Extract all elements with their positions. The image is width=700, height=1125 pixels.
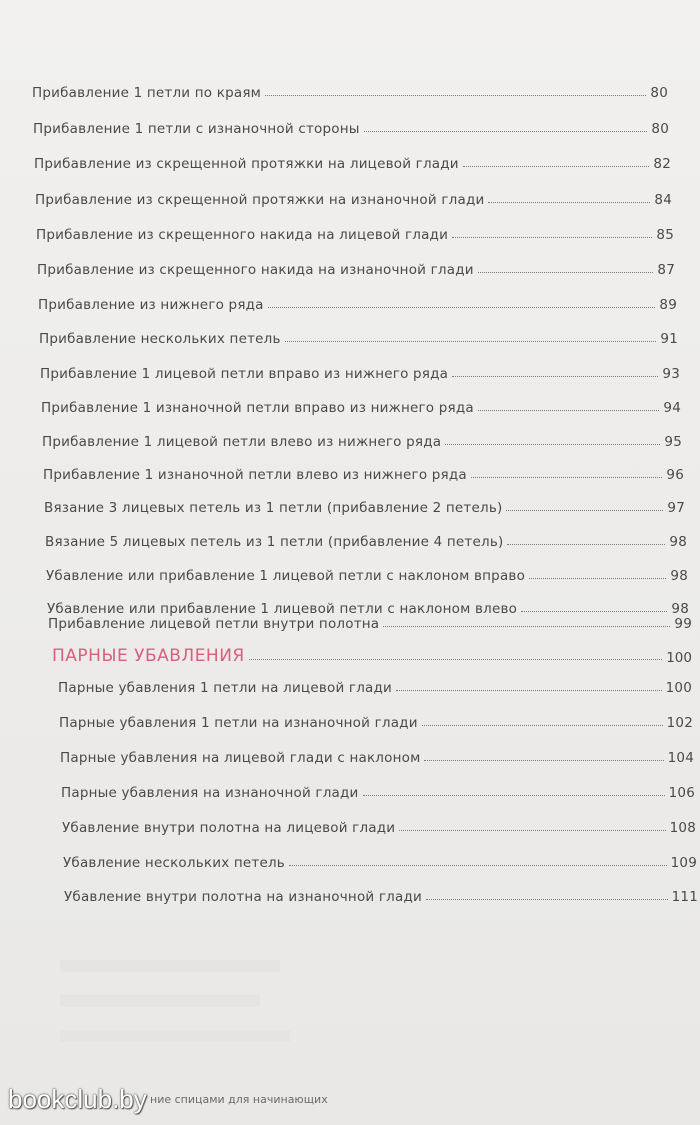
toc-entry — [34, 148, 671, 172]
toc-entry-title: Прибавление 1 лицевой петли влево из нижнего ряда — [42, 434, 442, 450]
toc-entry-title: Прибавление из скрещенного накида на изнаночной глади — [37, 262, 474, 278]
toc-entry-title: Убавление или прибавление 1 лицевой петли с наклоном влево — [47, 601, 518, 617]
toc-entry-title: Прибавление 1 изнаночной петли влево из нижнего ряда — [43, 467, 467, 483]
dot-leader — [289, 865, 667, 866]
toc-entry-title: Прибавление из скрещенной протяжки на лицевой глади — [34, 156, 459, 172]
toc-entry — [62, 812, 696, 836]
running-title: ние спицами для начинающих — [150, 1093, 328, 1106]
toc-entry-title: Вязание 3 лицевых петель из 1 петли (прибавление 2 петель) — [44, 500, 503, 516]
section-heading — [52, 640, 692, 666]
faded-text-block — [60, 960, 280, 972]
toc-entry-page: 89 — [659, 297, 677, 313]
toc-entry — [40, 358, 680, 382]
toc-entry-page: 91 — [660, 331, 678, 347]
toc-entry — [41, 392, 681, 416]
toc-entry-page: 104 — [667, 750, 694, 766]
toc-entry-title: Убавление внутри полотна на лицевой глади — [62, 820, 396, 836]
toc-entry-title: Убавление нескольких петель — [63, 855, 285, 871]
toc-entry-page: 111 — [671, 889, 698, 905]
toc-entry — [59, 707, 693, 731]
toc-entry-page: 80 — [651, 121, 669, 137]
toc-entry-page: 102 — [666, 715, 693, 731]
toc-entry-title: Убавление внутри полотна на изнаночной глади — [64, 889, 422, 905]
toc-entry-title: Прибавление 1 изнаночной петли вправо из нижнего ряда — [41, 400, 474, 416]
toc-entry — [46, 560, 688, 584]
dot-leader — [463, 166, 650, 167]
dot-leader — [426, 899, 668, 900]
toc-entry-page: 85 — [656, 227, 674, 243]
toc-entry-title: Прибавление из скрещенной протяжки на изнаночной глади — [35, 192, 485, 208]
toc-entry-title: Парные убавления 1 петли на лицевой глади — [58, 680, 393, 696]
toc-entry-title: Прибавление из скрещенного накида на лицевой глади — [36, 227, 449, 243]
dot-leader — [396, 690, 662, 691]
toc-entry-page: 93 — [662, 366, 680, 382]
dot-leader — [452, 237, 652, 238]
dot-leader — [445, 444, 660, 445]
toc-entry-title: Прибавление лицевой петли внутри полотна — [48, 616, 380, 632]
toc-entry-page: 95 — [664, 434, 682, 450]
toc-entry — [44, 492, 685, 516]
toc-entry-page: 80 — [650, 85, 668, 101]
toc-entry-title: Прибавление из нижнего ряда — [38, 297, 264, 313]
toc-entry-page: 100 — [665, 680, 692, 696]
toc-entry-title: Вязание 5 лицевых петель из 1 петли (прибавление 4 петель) — [45, 534, 504, 550]
toc-entry — [39, 323, 678, 347]
toc-entry-page: 106 — [668, 785, 695, 801]
dot-leader — [506, 510, 663, 511]
toc-entry — [35, 184, 672, 208]
section-title: ПАРНЫЕ УБАВЛЕНИЯ — [52, 646, 245, 666]
dot-leader — [268, 307, 656, 308]
faded-text-block — [60, 1030, 290, 1042]
dot-leader — [478, 410, 660, 411]
dot-leader — [478, 272, 654, 273]
dot-leader — [285, 341, 657, 342]
dot-leader — [507, 544, 665, 545]
toc-entry-page: 109 — [670, 855, 697, 871]
toc-entry — [45, 526, 687, 550]
toc-entry — [37, 254, 675, 278]
toc-entry — [60, 742, 694, 766]
dot-leader — [452, 376, 658, 377]
watermark-logo: bookclub.by — [8, 1084, 147, 1114]
toc-entry-title: Прибавление нескольких петель — [39, 331, 281, 347]
toc-entry-title: Парные убавления 1 петли на изнаночной глади — [59, 715, 418, 731]
dot-leader — [471, 477, 663, 478]
toc-entry-page: 98 — [669, 534, 687, 550]
toc-entry-title: Прибавление 1 петли по краям — [32, 85, 262, 101]
toc-entry — [33, 113, 669, 137]
dot-leader — [488, 202, 650, 203]
toc-entry-page: 98 — [671, 601, 689, 617]
toc-entry-title: Убавление или прибавление 1 лицевой петли с наклоном вправо — [46, 568, 526, 584]
toc-entry-page: 87 — [657, 262, 675, 278]
toc-entry-page: 82 — [653, 156, 671, 172]
toc-entry — [36, 219, 674, 243]
toc-entry-page: 98 — [670, 568, 688, 584]
toc-entry — [48, 608, 692, 632]
toc-entry — [63, 847, 697, 871]
toc-entry-page: 84 — [654, 192, 672, 208]
toc-entry — [42, 426, 682, 450]
toc-entry — [58, 672, 692, 696]
dot-leader — [265, 95, 646, 96]
page-footer — [0, 1078, 700, 1118]
dot-leader — [383, 626, 670, 627]
toc-entry-title: Парные убавления на изнаночной глади — [61, 785, 359, 801]
dot-leader — [363, 795, 665, 796]
toc-entry-page: 94 — [663, 400, 681, 416]
faded-text-block — [60, 995, 260, 1007]
toc-entry-title: Парные убавления на лицевой глади с наклоном — [60, 750, 421, 766]
section-page: 100 — [666, 650, 692, 666]
toc-entry-title: Прибавление 1 лицевой петли вправо из нижнего ряда — [40, 366, 449, 382]
toc-entry — [61, 777, 695, 801]
dot-leader — [424, 760, 663, 761]
toc-entry-title: Прибавление 1 петли с изнаночной стороны — [33, 121, 360, 137]
toc-entry-page: 99 — [674, 616, 692, 632]
toc-entry — [43, 459, 684, 483]
toc-entry — [38, 289, 677, 313]
toc-entry — [32, 77, 668, 101]
dot-leader — [249, 659, 662, 660]
toc-entry — [64, 881, 698, 905]
dot-leader — [399, 830, 665, 831]
toc-entry-page: 96 — [666, 467, 684, 483]
dot-leader — [422, 725, 663, 726]
toc-entry-page: 97 — [667, 500, 685, 516]
toc-entry-page: 108 — [669, 820, 696, 836]
dot-leader — [529, 578, 666, 579]
dot-leader — [364, 131, 648, 132]
